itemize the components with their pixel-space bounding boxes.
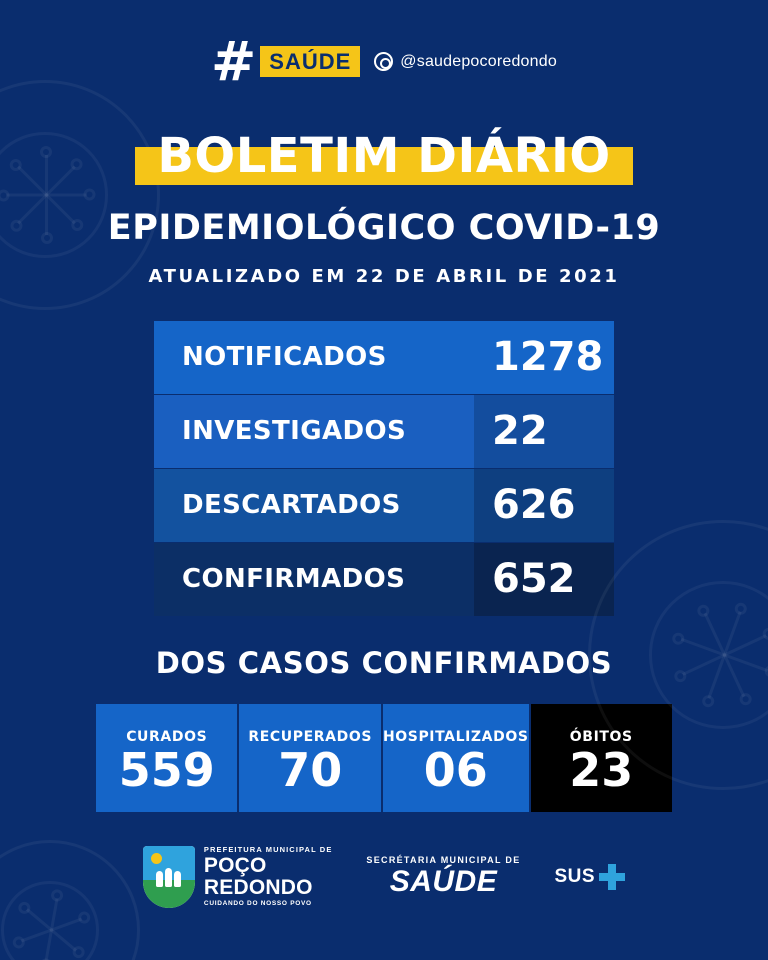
secretaria-line1: SECRÉTARIA MUNICIPAL DE [366,855,521,866]
stat-label-hospitalizados: HOSPITALIZADOS [382,728,529,745]
stat-value-hospitalizados: 06 [423,742,488,797]
stat-label-obitos: ÓBITOS [569,728,633,745]
page-title-text: BOLETIM DIÁRIO [157,128,611,185]
table-row [154,543,614,616]
row-value-notificados: 1278 [474,321,614,394]
prefeitura-line4: CUIDANDO DO NOSSO POVO [203,900,312,908]
coat-of-arms-icon [143,846,195,908]
stat-recuperados [239,704,380,812]
update-date: ATUALIZADO EM 22 DE ABRIL DE 2021 [148,265,620,287]
row-label-descartados: DESCARTADOS [154,469,474,542]
sus-label: SUS [554,866,596,887]
row-value-descartados: 626 [474,469,614,542]
footer [0,846,768,908]
page-title [135,125,632,187]
header [0,0,768,93]
table-row [154,395,614,468]
cross-icon [599,864,625,890]
row-value-confirmados: 652 [474,543,614,616]
secretaria-logo [366,856,520,898]
prefeitura-text [204,846,333,908]
row-label-notificados: NOTIFICADOS [154,321,474,394]
family-icon [156,861,182,887]
stat-obitos [531,704,672,812]
saude-badge-label: SAÚDE [260,46,360,77]
row-value-investigados: 22 [474,395,614,468]
prefeitura-line3: REDONDO [203,876,313,900]
prefeitura-line1: PREFEITURA MUNICIPAL DE [203,845,333,855]
stat-hospitalizados [383,704,529,812]
row-label-confirmados: CONFIRMADOS [154,543,474,616]
stat-label-curados: CURADOS [126,728,208,745]
section-heading: DOS CASOS CONFIRMADOS [155,645,613,680]
stat-curados [96,704,237,812]
sus-logo [555,864,626,890]
instagram-handle[interactable] [374,52,557,71]
stat-value-obitos: 23 [569,742,634,797]
stat-value-curados: 559 [118,742,215,797]
stat-label-recuperados: RECUPERADOS [248,728,373,745]
prefeitura-line2: POÇO [203,853,267,877]
secretaria-line2: SAÚDE [389,865,498,899]
stats-table [154,321,614,616]
title-block [0,125,768,286]
stat-value-recuperados: 70 [278,742,343,797]
instagram-icon [374,52,393,71]
instagram-handle-text: @saudepocoredondo [400,52,557,70]
row-label-investigados: INVESTIGADOS [154,395,474,468]
page-subtitle: EPIDEMIOLÓGICO COVID-19 [107,207,661,248]
saude-logo [211,30,360,93]
hashtag-icon: # [211,30,255,93]
prefeitura-logo [143,846,333,908]
confirmed-stats [96,704,672,812]
table-row [154,321,614,394]
table-row [154,469,614,542]
